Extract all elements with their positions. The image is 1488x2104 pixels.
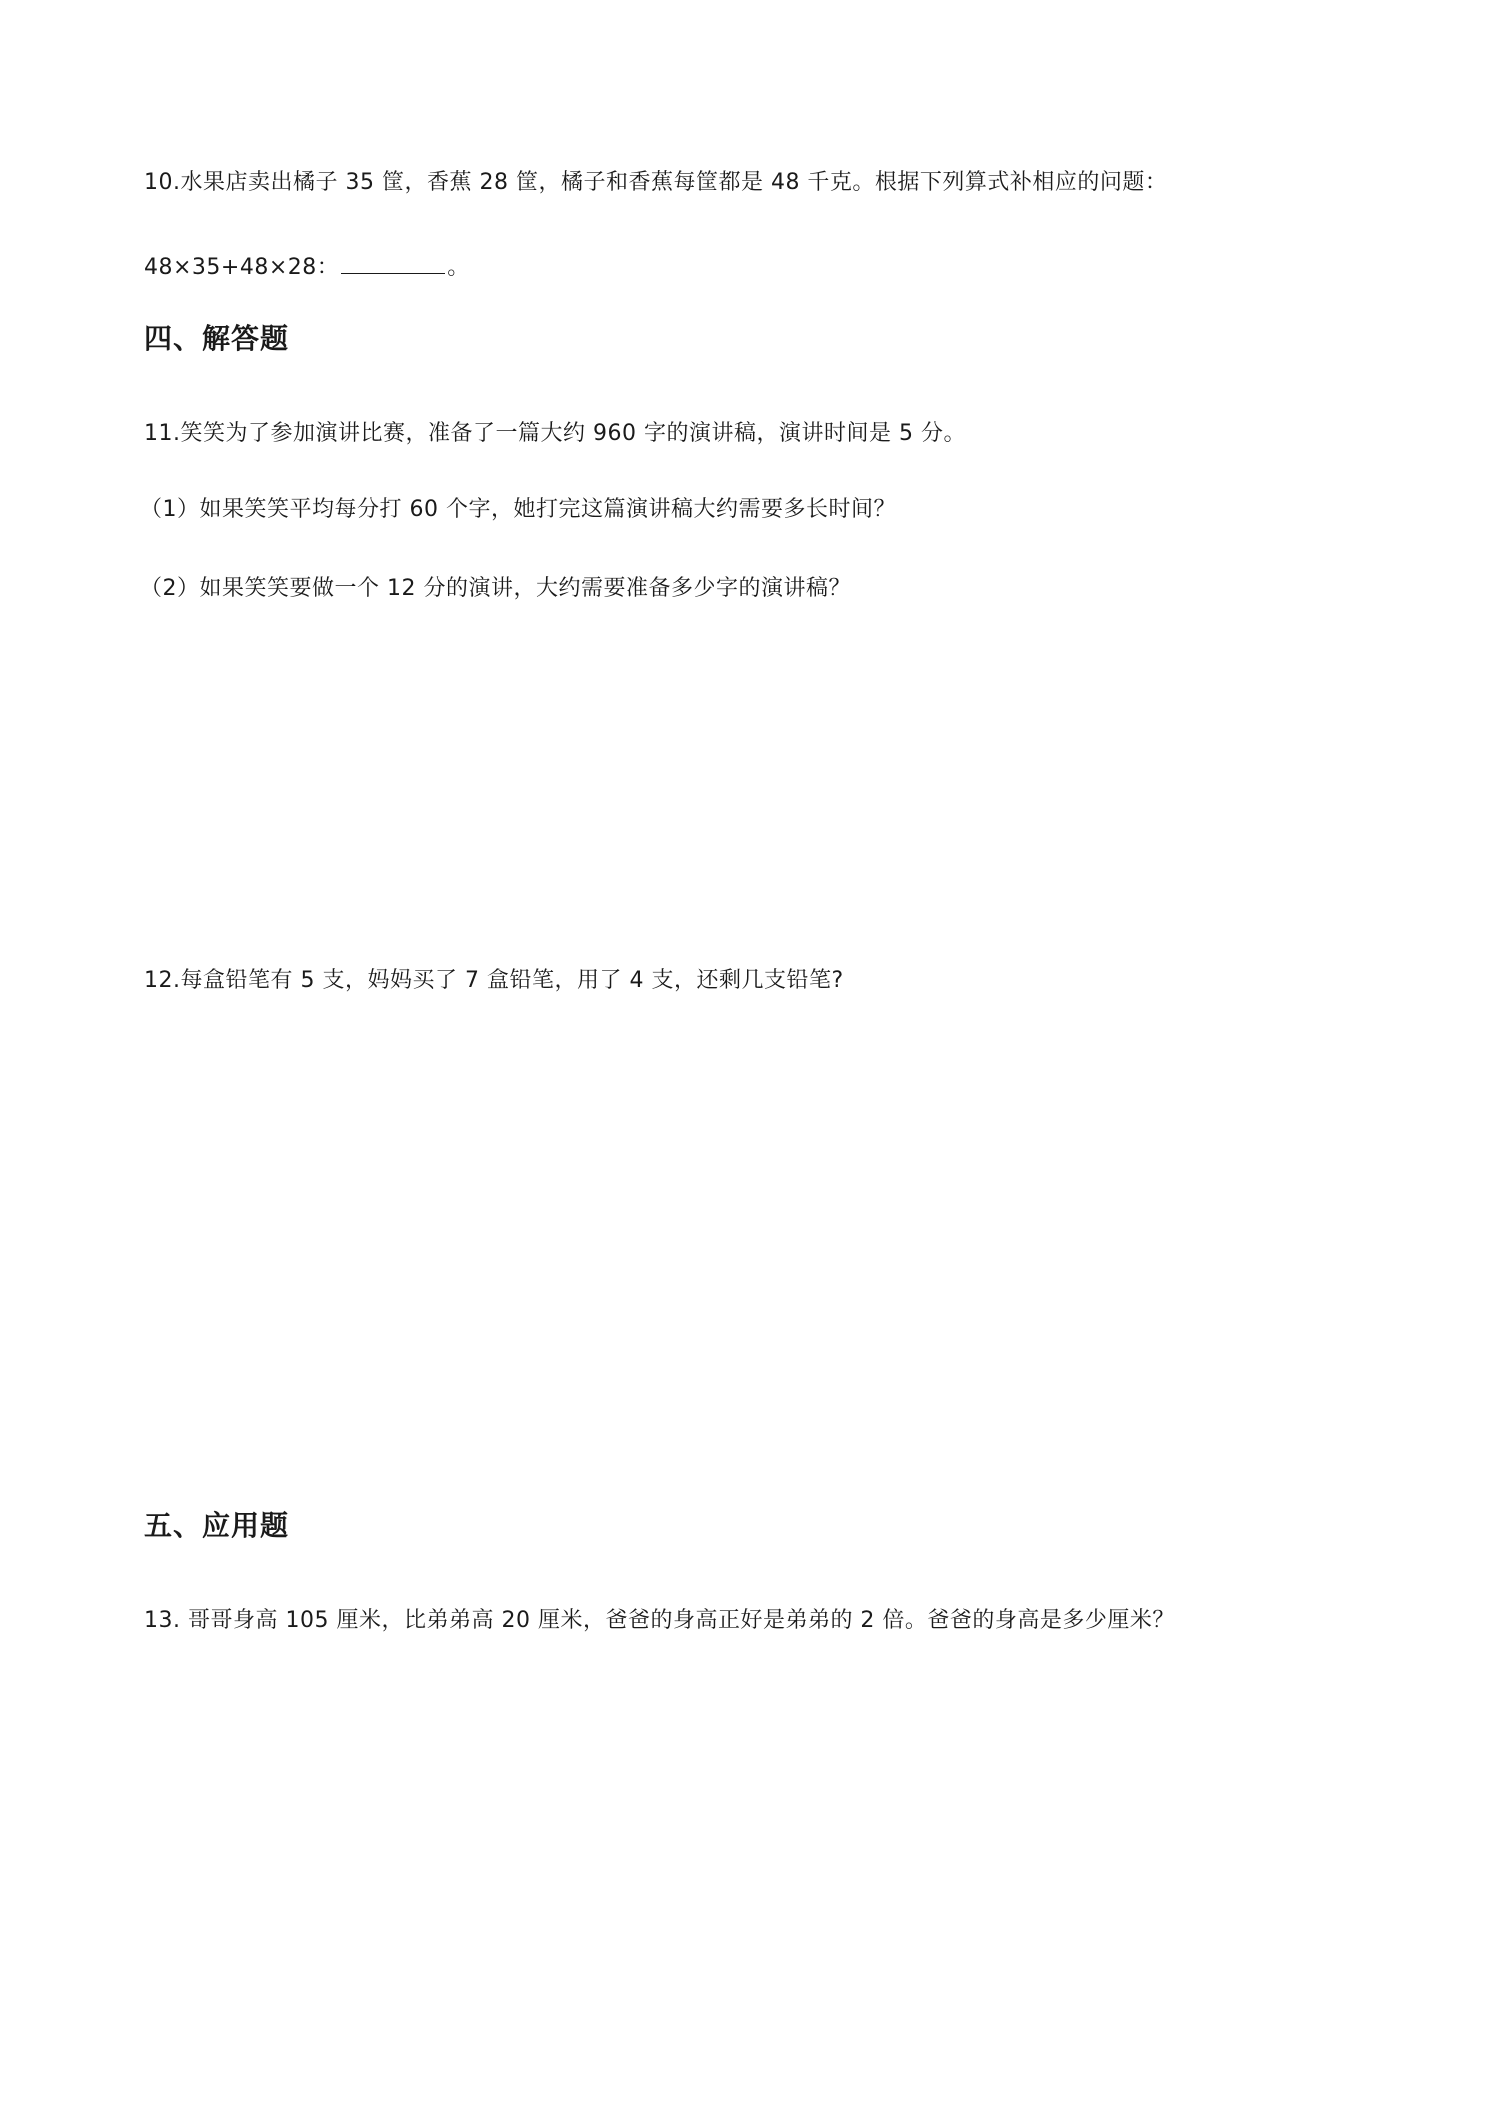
question-11-part-1: （1）如果笑笑平均每分打 60 个字，她打完这篇演讲稿大约需要多长时间？	[140, 497, 896, 522]
answer-blank[interactable]	[341, 253, 445, 274]
section-5-title: 五、应用题	[144, 1509, 290, 1542]
question-10-formula-line	[144, 253, 470, 279]
question-11-part-2: （2）如果笑笑要做一个 12 分的演讲，大约需要准备多少字的演讲稿？	[140, 576, 851, 601]
question-10-text: 10.水果店卖出橘子 35 筐，香蕉 28 筐，橘子和香蕉每筐都是 48 千克。根据下列算式补相应的问题：	[144, 170, 1168, 195]
question-13-text: 13. 哥哥身高 105 厘米，比弟弟高 20 厘米，爸爸的身高正好是弟弟的 2 倍。爸爸的身高是多少厘米？	[144, 1608, 1175, 1633]
question-10-formula: 48×35+48×28：	[144, 255, 340, 280]
question-11-text: 11.笑笑为了参加演讲比赛，准备了一篇大约 960 字的演讲稿，演讲时间是 5 分。	[144, 421, 966, 446]
question-12-text: 12.每盒铅笔有 5 支，妈妈买了 7 盒铅笔，用了 4 支，还剩几支铅笔?	[144, 968, 844, 993]
question-10-end: 。	[447, 255, 470, 280]
section-4-title: 四、解答题	[144, 322, 290, 355]
